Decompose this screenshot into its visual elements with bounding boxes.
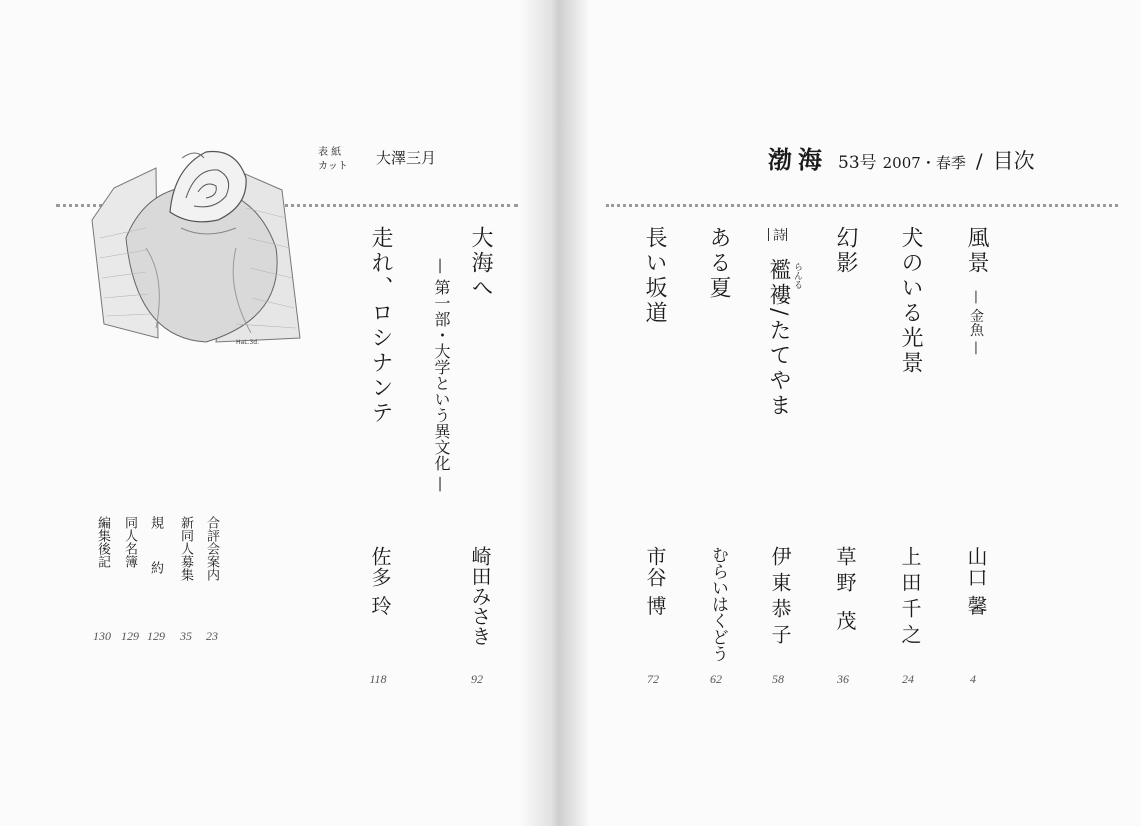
toc-page-3: 36 [837,672,849,686]
toc-header [768,140,1035,174]
genre-badge: 詩 [770,228,785,241]
toc-title-8: 走れ、ロシナンテ [368,226,393,426]
illustration-signature: HaL.3d. [236,339,259,346]
misc-item-4: 同人名簿 [122,516,137,568]
toc-author-3: 草野 茂 [833,546,857,637]
cover-role-1: 表 紙 [318,147,342,158]
toc-page-4: 58 [772,672,784,686]
toc-title-7: 大海へ [468,226,493,301]
toc-title-3: 幻影 [833,226,858,276]
misc-page-4: 129 [121,629,139,643]
cover-role-2: カット [318,161,348,172]
toc-author-6: 市谷 博 [643,546,667,617]
book-gutter [520,0,590,826]
toc-page-2: 24 [902,672,914,686]
cover-artist: 大澤三月 [376,149,437,167]
toc-title-4: 襤褸/たてやま [766,258,791,419]
right-page [560,0,1141,826]
misc-page-1: 23 [206,629,218,643]
toc-page-5: 62 [710,672,722,686]
misc-page-2: 35 [180,629,192,643]
misc-item-1: 合評会案内 [204,516,219,581]
toc-genre-4 [768,228,787,241]
toc-label: 目次 [992,149,1035,173]
toc-title-5: ある夏 [706,226,731,301]
toc-title-1: 風景 [964,226,989,276]
toc-author-8: 佐多 玲 [368,546,392,617]
misc-item-2: 新同人募集 [178,516,193,581]
toc-title-6: 長い坂道 [642,226,667,326]
magazine-title: 渤海 [768,145,828,174]
header-rule-right [606,204,1118,207]
toc-author-5: むらいはくどう [708,546,728,662]
toc-author-4: 伊東恭子 [768,546,792,650]
toc-subtitle-7: — 第一部・大学という異文化 — [432,258,451,493]
toc-subtitle-1: — 金魚 — [968,290,984,355]
misc-page-3: 129 [147,629,165,643]
toc-author-1: 山口 馨 [964,546,988,617]
misc-item-3: 規 約 [148,516,163,589]
rose-illustration [86,128,306,350]
issue-number: 53号 [838,153,877,173]
issue-season: 2007・春季 [882,154,966,172]
toc-page-8: 118 [369,672,387,686]
toc-title-2: 犬のいる光景 [898,226,923,376]
cover-credit [318,143,448,183]
toc-author-2: 上田千之 [898,546,922,650]
left-page [0,0,560,826]
toc-page-1: 4 [970,672,976,686]
toc-author-7: 崎田みさき [468,546,492,646]
misc-page-5: 130 [93,629,111,643]
header-slash: / [975,149,983,173]
toc-page-6: 72 [647,672,659,686]
misc-item-5: 編集後記 [95,516,110,568]
toc-ruby-4: らんる [792,262,802,289]
toc-page-7: 92 [471,672,483,686]
